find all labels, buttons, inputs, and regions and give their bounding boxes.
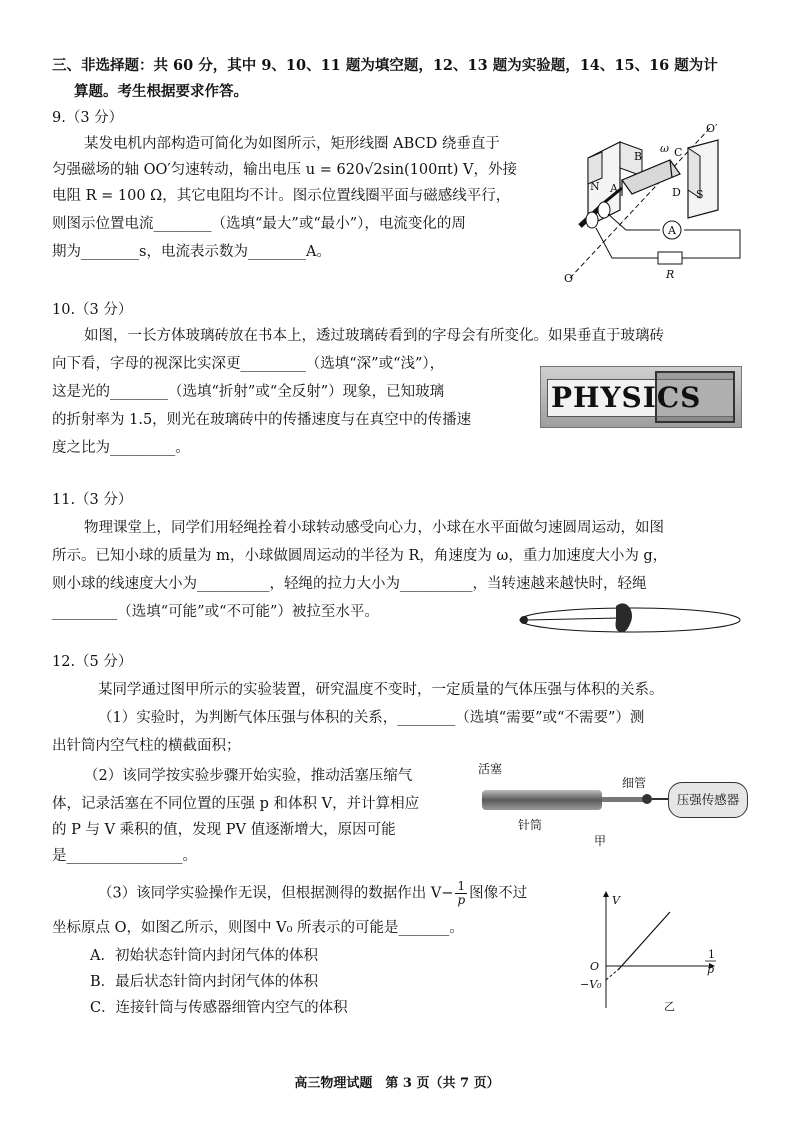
syringe-tip bbox=[602, 797, 644, 802]
q10-line-3: 这是光的________（选填“折射”或“全反射”）现象，已知玻璃 bbox=[52, 384, 445, 400]
label-o: O bbox=[564, 272, 574, 285]
circular-motion-figure bbox=[512, 596, 748, 644]
q10-line-5: 度之比为_________。 bbox=[52, 440, 190, 456]
syringe-body bbox=[482, 790, 602, 810]
q12-p2-line-2: 体，记录活塞在不同位置的压强 p 和体积 V，并计算相应 bbox=[52, 796, 420, 812]
label-a: A bbox=[610, 182, 618, 195]
q11-line-1: 物理课堂上，同学们用轻绳拴着小球转动感受向心力，小球在水平面做匀速圆周运动，如图 bbox=[84, 520, 664, 536]
axis-v: V bbox=[612, 894, 620, 907]
glass-block-photo bbox=[540, 366, 742, 428]
q11-line-3: 则小球的线速度大小为__________，轻绳的拉力大小为__________，当转速越来越快时，轻绳 bbox=[52, 576, 647, 592]
label-r: R bbox=[666, 268, 675, 281]
q9-line-2: 匀强磁场的轴 OO′匀速转动，输出电压 u = 620√2sin(100πt) V，外接 bbox=[52, 162, 517, 178]
q11-line-2: 所示。已知小球的质量为 m，小球做圆周运动的半径为 R，角速度为 ω，重力加速度大小为 g， bbox=[52, 548, 668, 564]
option-c: C．连接针筒与传感器细管内空气的体积 bbox=[90, 1000, 348, 1016]
q11-line-4: _________（选填“可能”或“不可能”）被拉至水平。 bbox=[52, 604, 379, 620]
option-b: B．最后状态针筒内封闭气体的体积 bbox=[90, 974, 319, 990]
q12-p3-c: 坐标原点 O，如图乙所示，则图中 V₀ 所表示的可能是_______。 bbox=[52, 920, 464, 936]
page-footer: 高三物理试题 第 3 页（共 7 页） bbox=[294, 1076, 500, 1091]
q12-header: 12.（5 分） bbox=[52, 654, 133, 670]
q12-p1-a: （1）实验时，为判断气体压强与体积的关系，________（选填“需要”或“不需要”）测 bbox=[98, 710, 645, 726]
q11-header: 11.（3 分） bbox=[52, 492, 133, 508]
q12-p3-a: （3）该同学实验操作无误，但根据测得的数据作出 V− $\frac{1}{p}$ 图像不过 bbox=[98, 879, 528, 907]
q10-line-1: 如图，一长方体玻璃砖放在书本上，透过玻璃砖看到的字母会有所变化。如果垂直于玻璃砖 bbox=[84, 328, 664, 344]
q12-p2-line-1: （2）该同学按实验步骤开始实验，推动活塞压缩气 bbox=[84, 768, 413, 784]
label-piston: 活塞 bbox=[478, 762, 503, 776]
label-n: N bbox=[590, 180, 600, 193]
q12-p2-line-4: 是________________。 bbox=[52, 848, 197, 864]
axis-origin: O bbox=[590, 960, 600, 973]
axis-x-num: 1 bbox=[708, 948, 715, 961]
label-s: S bbox=[696, 188, 704, 201]
axis-v0: −V₀ bbox=[580, 978, 602, 991]
axis-x-den: p bbox=[707, 963, 715, 976]
label-yi: 乙 bbox=[664, 1000, 675, 1013]
q9-line-1: 某发电机内部构造可简化为如图所示，矩形线圈 ABCD 绕垂直于 bbox=[84, 136, 500, 152]
label-syringe: 针筒 bbox=[518, 818, 543, 832]
q9-line-4: 则图示位置电流________（选填“最大”或“最小”），电流变化的周 bbox=[52, 216, 466, 232]
label-jia: 甲 bbox=[594, 834, 607, 848]
v-inverse-p-graph bbox=[574, 888, 734, 1038]
generator-figure bbox=[560, 118, 750, 288]
fraction-one-over-p: $\frac{1}{p}$ bbox=[457, 879, 466, 907]
photo-letters: PHYSICS bbox=[551, 381, 702, 414]
label-b: B bbox=[634, 150, 643, 163]
q9-line-3: 电阻 R = 100 Ω，其它电阻均不计。图示位置线圈平面与磁感线平行， bbox=[52, 188, 511, 204]
tube-connector bbox=[642, 794, 652, 804]
label-tube: 细管 bbox=[622, 776, 647, 790]
label-o-prime: O′ bbox=[706, 122, 718, 135]
syringe-figure bbox=[478, 760, 748, 850]
section-header-line1: 三、非选择题：共 60 分，其中 9、10、11 题为填空题，12、13 题为实验题，14、15、16 题为计 bbox=[52, 57, 718, 74]
label-omega: ω bbox=[660, 142, 669, 155]
q9-line-5: 期为________s，电流表示数为________A。 bbox=[52, 244, 331, 260]
q10-header: 10.（3 分） bbox=[52, 302, 133, 318]
q10-line-4: 的折射率为 1.5，则光在玻璃砖中的传播速度与在真空中的传播速 bbox=[52, 412, 472, 428]
pressure-sensor: 压强传感器 bbox=[668, 782, 748, 818]
label-d: D bbox=[672, 186, 681, 199]
q10-line-2: 向下看，字母的视深比实深更_________（选填“深”或“浅”）， bbox=[52, 356, 445, 372]
q9-header: 9.（3 分） bbox=[52, 110, 124, 126]
label-ammeter: A bbox=[668, 224, 676, 237]
q12-p1-b: 出针筒内空气柱的横截面积； bbox=[52, 738, 241, 754]
q12-p2-line-3: 的 P 与 V 乘积的值，发现 PV 值逐渐增大，原因可能 bbox=[52, 822, 396, 838]
option-a: A．初始状态针筒内封闭气体的体积 bbox=[90, 948, 318, 964]
section-header-line2: 算题。考生根据要求作答。 bbox=[74, 83, 248, 100]
q12-intro: 某同学通过图甲所示的实验装置，研究温度不变时，一定质量的气体压强与体积的关系。 bbox=[98, 682, 664, 698]
label-c: C bbox=[674, 146, 683, 159]
